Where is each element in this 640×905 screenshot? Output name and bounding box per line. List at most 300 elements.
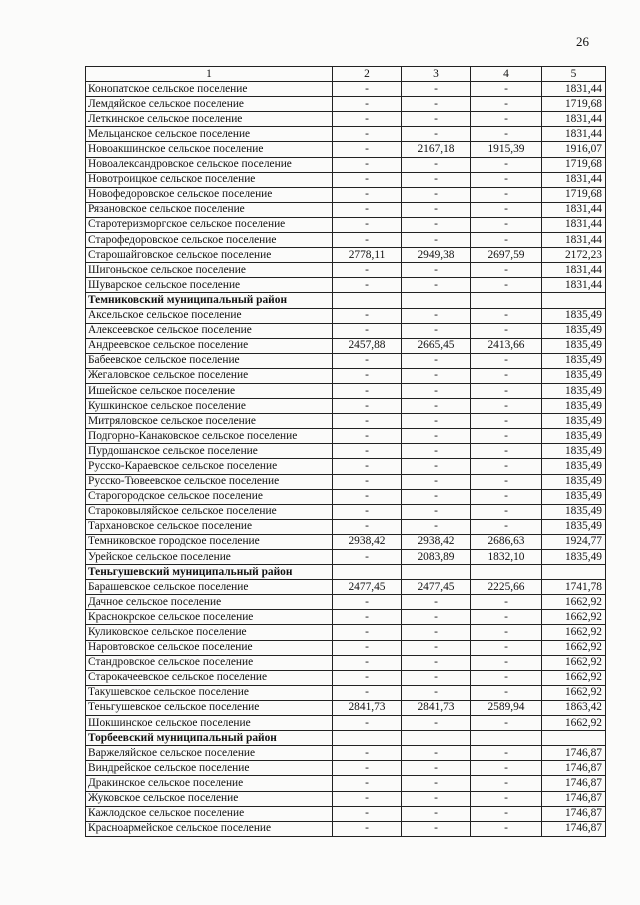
settlement-name-cell: Конопатское сельское поселение xyxy=(86,82,333,97)
col-3-cell: - xyxy=(402,112,471,127)
col-2-cell: 2457,88 xyxy=(333,338,402,353)
table-row xyxy=(86,821,606,836)
settlement-name-cell: Куликовское сельское поселение xyxy=(86,625,333,640)
col-4-cell: - xyxy=(471,444,542,459)
table-row xyxy=(86,504,606,519)
settlement-name-cell: Наровтовское сельское поселение xyxy=(86,640,333,655)
table-row xyxy=(86,338,606,353)
table-row xyxy=(86,308,606,323)
col-5-cell: 1835,49 xyxy=(542,308,606,323)
col-3-cell: - xyxy=(402,761,471,776)
col-2-cell: - xyxy=(333,489,402,504)
settlement-name-cell: Русско-Караевское сельское поселение xyxy=(86,459,333,474)
col-4-cell: - xyxy=(471,776,542,791)
district-row xyxy=(86,293,606,308)
col-4-cell: 2697,59 xyxy=(471,248,542,263)
table-row xyxy=(86,82,606,97)
table-row xyxy=(86,263,606,278)
col-5-cell xyxy=(542,565,606,580)
col-4-cell: - xyxy=(471,791,542,806)
col-2-cell xyxy=(333,565,402,580)
table-row xyxy=(86,534,606,549)
col-3-cell: - xyxy=(402,595,471,610)
col-2-cell: - xyxy=(333,429,402,444)
col-4-cell xyxy=(471,293,542,308)
table-row xyxy=(86,217,606,232)
col-3-cell: - xyxy=(402,368,471,383)
district-row xyxy=(86,731,606,746)
col-2-cell: - xyxy=(333,519,402,534)
col-5-cell: 1835,49 xyxy=(542,383,606,398)
col-3-cell: - xyxy=(402,157,471,172)
table-row xyxy=(86,97,606,112)
col-5-cell: 1746,87 xyxy=(542,761,606,776)
col-4-cell: - xyxy=(471,202,542,217)
col-5-cell: 1835,49 xyxy=(542,489,606,504)
col-4-cell: - xyxy=(471,685,542,700)
district-row xyxy=(86,565,606,580)
col-5-cell: 1835,49 xyxy=(542,459,606,474)
settlement-name-cell: Ишейское сельское поселение xyxy=(86,383,333,398)
col-2-cell: - xyxy=(333,459,402,474)
table-row xyxy=(86,670,606,685)
col-3-cell: 2938,42 xyxy=(402,534,471,549)
col-2-cell xyxy=(333,293,402,308)
col-2-cell: - xyxy=(333,263,402,278)
settlement-name-cell: Старошайговское сельское поселение xyxy=(86,248,333,263)
settlement-name-cell: Новоакшинское сельское поселение xyxy=(86,142,333,157)
col-3-cell: 2665,45 xyxy=(402,338,471,353)
col-2-cell: 2778,11 xyxy=(333,248,402,263)
col-4-cell: - xyxy=(471,187,542,202)
col-2-cell: - xyxy=(333,353,402,368)
col-5-cell: 1746,87 xyxy=(542,791,606,806)
settlement-name-cell: Шуварское сельское поселение xyxy=(86,278,333,293)
col-5-cell: 1831,44 xyxy=(542,127,606,142)
col-2-cell: - xyxy=(333,172,402,187)
settlement-name-cell: Леткинское сельское поселение xyxy=(86,112,333,127)
col-4-cell: - xyxy=(471,716,542,731)
table-row xyxy=(86,550,606,565)
col-4-cell: - xyxy=(471,474,542,489)
settlement-name-cell: Лемдяйское сельское поселение xyxy=(86,97,333,112)
col-2-cell: - xyxy=(333,97,402,112)
table-row xyxy=(86,187,606,202)
col-5-cell: 1835,49 xyxy=(542,353,606,368)
col-3-cell: - xyxy=(402,323,471,338)
col-5-cell: 1835,49 xyxy=(542,474,606,489)
col-2-cell: - xyxy=(333,655,402,670)
col-4-cell: - xyxy=(471,489,542,504)
settlement-name-cell: Пурдошанское сельское поселение xyxy=(86,444,333,459)
col-3-cell xyxy=(402,293,471,308)
col-5-cell: 2172,23 xyxy=(542,248,606,263)
col-3-cell: - xyxy=(402,746,471,761)
col-3-cell: - xyxy=(402,489,471,504)
settlement-name-cell: Красноармейское сельское поселение xyxy=(86,821,333,836)
table-row xyxy=(86,625,606,640)
settlement-name-cell: Новофедоровское сельское поселение xyxy=(86,187,333,202)
table-row xyxy=(86,716,606,731)
col-3-cell: - xyxy=(402,383,471,398)
settlement-name-cell: Стандровское сельское поселение xyxy=(86,655,333,670)
settlement-name-cell: Шокшинское сельское поселение xyxy=(86,716,333,731)
col-3-cell: - xyxy=(402,610,471,625)
settlement-name-cell: Андреевское сельское поселение xyxy=(86,338,333,353)
col-5-cell: 1831,44 xyxy=(542,217,606,232)
settlement-name-cell: Мельцанское сельское поселение xyxy=(86,127,333,142)
col-5-cell: 1835,49 xyxy=(542,323,606,338)
table-row xyxy=(86,700,606,715)
settlement-name-cell: Новоалександровское сельское поселение xyxy=(86,157,333,172)
col-4-cell: - xyxy=(471,263,542,278)
table-body xyxy=(86,82,606,837)
col-2-cell: - xyxy=(333,217,402,232)
table-row xyxy=(86,489,606,504)
col-3-cell: - xyxy=(402,278,471,293)
table-row xyxy=(86,157,606,172)
col-2-cell: - xyxy=(333,504,402,519)
header-col-4: 4 xyxy=(471,67,542,82)
table-row xyxy=(86,202,606,217)
col-5-cell: 1835,49 xyxy=(542,550,606,565)
col-5-cell: 1719,68 xyxy=(542,187,606,202)
col-2-cell: - xyxy=(333,474,402,489)
settlement-name-cell: Краснокрское сельское поселение xyxy=(86,610,333,625)
col-2-cell: - xyxy=(333,444,402,459)
col-4-cell: 2686,63 xyxy=(471,534,542,549)
col-2-cell: - xyxy=(333,383,402,398)
col-5-cell: 1835,49 xyxy=(542,368,606,383)
col-2-cell: - xyxy=(333,761,402,776)
col-2-cell: 2938,42 xyxy=(333,534,402,549)
col-5-cell: 1719,68 xyxy=(542,97,606,112)
col-4-cell: 1832,10 xyxy=(471,550,542,565)
col-3-cell: - xyxy=(402,399,471,414)
col-3-cell: - xyxy=(402,776,471,791)
col-5-cell: 1662,92 xyxy=(542,655,606,670)
col-5-cell: 1831,44 xyxy=(542,172,606,187)
col-5-cell: 1863,42 xyxy=(542,700,606,715)
table-row xyxy=(86,580,606,595)
table-row xyxy=(86,761,606,776)
col-2-cell: - xyxy=(333,82,402,97)
col-2-cell: - xyxy=(333,368,402,383)
header-col-3: 3 xyxy=(402,67,471,82)
col-5-cell: 1835,49 xyxy=(542,429,606,444)
page-number: 26 xyxy=(576,34,589,49)
settlement-name-cell: Митряловское сельское поселение xyxy=(86,414,333,429)
settlement-name-cell: Варжеляйское сельское поселение xyxy=(86,746,333,761)
settlement-name-cell: Староковыляйское сельское поселение xyxy=(86,504,333,519)
settlement-name-cell: Старофедоровское сельское поселение xyxy=(86,233,333,248)
col-4-cell: - xyxy=(471,610,542,625)
col-4-cell: - xyxy=(471,399,542,414)
col-3-cell: - xyxy=(402,82,471,97)
col-3-cell: - xyxy=(402,806,471,821)
col-2-cell: - xyxy=(333,550,402,565)
col-3-cell: 2167,18 xyxy=(402,142,471,157)
table-row xyxy=(86,172,606,187)
col-2-cell: - xyxy=(333,323,402,338)
header-row xyxy=(86,67,606,82)
col-5-cell xyxy=(542,293,606,308)
table-row xyxy=(86,368,606,383)
table-row xyxy=(86,248,606,263)
col-2-cell: 2477,45 xyxy=(333,580,402,595)
col-3-cell: - xyxy=(402,640,471,655)
col-3-cell: 2949,38 xyxy=(402,248,471,263)
col-4-cell: - xyxy=(471,504,542,519)
col-5-cell: 1831,44 xyxy=(542,202,606,217)
settlement-name-cell: Старотеризморгское сельское поселение xyxy=(86,217,333,232)
table-row xyxy=(86,746,606,761)
settlement-name-cell: Аксельское сельское поселение xyxy=(86,308,333,323)
table-row xyxy=(86,127,606,142)
col-4-cell: 2413,66 xyxy=(471,338,542,353)
table-row xyxy=(86,474,606,489)
col-4-cell: - xyxy=(471,821,542,836)
table-row xyxy=(86,806,606,821)
table-row xyxy=(86,640,606,655)
col-2-cell: - xyxy=(333,625,402,640)
col-3-cell: 2477,45 xyxy=(402,580,471,595)
col-4-cell: - xyxy=(471,519,542,534)
col-5-cell: 1662,92 xyxy=(542,595,606,610)
col-3-cell xyxy=(402,731,471,746)
settlement-name-cell: Барашевское сельское поселение xyxy=(86,580,333,595)
table-row xyxy=(86,353,606,368)
col-5-cell xyxy=(542,731,606,746)
col-3-cell: - xyxy=(402,353,471,368)
settlement-name-cell: Старокачеевское сельское поселение xyxy=(86,670,333,685)
col-4-cell: - xyxy=(471,308,542,323)
col-2-cell: - xyxy=(333,142,402,157)
col-5-cell: 1831,44 xyxy=(542,82,606,97)
col-5-cell: 1831,44 xyxy=(542,263,606,278)
table-row xyxy=(86,610,606,625)
col-4-cell: - xyxy=(471,157,542,172)
col-3-cell: - xyxy=(402,97,471,112)
table-row xyxy=(86,142,606,157)
col-2-cell: - xyxy=(333,278,402,293)
col-3-cell: - xyxy=(402,459,471,474)
col-5-cell: 1746,87 xyxy=(542,821,606,836)
col-5-cell: 1746,87 xyxy=(542,806,606,821)
col-3-cell: - xyxy=(402,444,471,459)
col-5-cell: 1835,49 xyxy=(542,414,606,429)
col-5-cell: 1662,92 xyxy=(542,685,606,700)
col-4-cell: - xyxy=(471,127,542,142)
col-4-cell: - xyxy=(471,429,542,444)
col-2-cell: - xyxy=(333,610,402,625)
col-4-cell: - xyxy=(471,383,542,398)
col-5-cell: 1835,49 xyxy=(542,504,606,519)
col-3-cell: - xyxy=(402,625,471,640)
table-row xyxy=(86,233,606,248)
col-4-cell: - xyxy=(471,625,542,640)
settlement-name-cell: Кушкинское сельское поселение xyxy=(86,399,333,414)
col-3-cell: - xyxy=(402,504,471,519)
table-row xyxy=(86,791,606,806)
col-4-cell: 1915,39 xyxy=(471,142,542,157)
col-5-cell: 1835,49 xyxy=(542,399,606,414)
col-2-cell: - xyxy=(333,670,402,685)
col-3-cell: - xyxy=(402,821,471,836)
col-2-cell: - xyxy=(333,187,402,202)
col-2-cell: - xyxy=(333,776,402,791)
col-2-cell: - xyxy=(333,685,402,700)
col-2-cell: - xyxy=(333,746,402,761)
col-4-cell: - xyxy=(471,172,542,187)
settlement-name-cell: Жуковское сельское поселение xyxy=(86,791,333,806)
col-3-cell xyxy=(402,565,471,580)
col-3-cell: - xyxy=(402,670,471,685)
col-2-cell: 2841,73 xyxy=(333,700,402,715)
col-4-cell: - xyxy=(471,746,542,761)
header-col-2: 2 xyxy=(333,67,402,82)
col-4-cell: 2225,66 xyxy=(471,580,542,595)
table-row xyxy=(86,112,606,127)
col-5-cell: 1831,44 xyxy=(542,278,606,293)
table-row xyxy=(86,776,606,791)
settlement-name-cell: Дракинское сельское поселение xyxy=(86,776,333,791)
table-row xyxy=(86,429,606,444)
col-3-cell: - xyxy=(402,791,471,806)
settlement-name-cell: Кажлодское сельское поселение xyxy=(86,806,333,821)
settlement-name-cell: Старогородское сельское поселение xyxy=(86,489,333,504)
settlement-name-cell: Виндрейское сельское поселение xyxy=(86,761,333,776)
col-5-cell: 1831,44 xyxy=(542,233,606,248)
table-row xyxy=(86,655,606,670)
col-5-cell: 1741,78 xyxy=(542,580,606,595)
col-2-cell: - xyxy=(333,127,402,142)
settlement-name-cell: Темниковское городское поселение xyxy=(86,534,333,549)
settlement-name-cell: Дачное сельское поселение xyxy=(86,595,333,610)
col-4-cell: - xyxy=(471,217,542,232)
col-4-cell: - xyxy=(471,640,542,655)
settlement-name-cell: Новотроицкое сельское поселение xyxy=(86,172,333,187)
col-2-cell: - xyxy=(333,233,402,248)
col-4-cell: - xyxy=(471,353,542,368)
col-5-cell: 1662,92 xyxy=(542,640,606,655)
col-5-cell: 1662,92 xyxy=(542,610,606,625)
col-3-cell: - xyxy=(402,172,471,187)
table-row xyxy=(86,278,606,293)
col-3-cell: - xyxy=(402,127,471,142)
settlement-name-cell: Бабеевское сельское поселение xyxy=(86,353,333,368)
col-5-cell: 1662,92 xyxy=(542,625,606,640)
col-3-cell: - xyxy=(402,233,471,248)
col-4-cell: - xyxy=(471,233,542,248)
header-col-5: 5 xyxy=(542,67,606,82)
settlement-name-cell: Алексеевское сельское поселение xyxy=(86,323,333,338)
col-3-cell: - xyxy=(402,655,471,670)
tariff-table xyxy=(85,66,606,837)
col-5-cell: 1719,68 xyxy=(542,157,606,172)
table-row xyxy=(86,323,606,338)
col-2-cell: - xyxy=(333,399,402,414)
col-3-cell: - xyxy=(402,474,471,489)
col-2-cell: - xyxy=(333,791,402,806)
settlement-name-cell: Подгорно-Канаковское сельское поселение xyxy=(86,429,333,444)
settlement-name-cell: Рязановское сельское поселение xyxy=(86,202,333,217)
district-name-cell: Темниковский муниципальный район xyxy=(86,293,333,308)
col-4-cell: - xyxy=(471,97,542,112)
col-5-cell: 1835,49 xyxy=(542,444,606,459)
col-4-cell: - xyxy=(471,82,542,97)
col-4-cell: - xyxy=(471,670,542,685)
table-row xyxy=(86,459,606,474)
col-3-cell: - xyxy=(402,429,471,444)
col-4-cell: - xyxy=(471,323,542,338)
col-2-cell: - xyxy=(333,308,402,323)
col-5-cell: 1924,77 xyxy=(542,534,606,549)
settlement-name-cell: Теньгушевское сельское поселение xyxy=(86,700,333,715)
table-row xyxy=(86,414,606,429)
col-3-cell: - xyxy=(402,308,471,323)
col-3-cell: - xyxy=(402,202,471,217)
table-row xyxy=(86,444,606,459)
col-4-cell: - xyxy=(471,278,542,293)
col-5-cell: 1835,49 xyxy=(542,338,606,353)
col-4-cell: 2589,94 xyxy=(471,700,542,715)
table-header xyxy=(86,67,606,82)
col-2-cell: - xyxy=(333,112,402,127)
settlement-name-cell: Урейское сельское поселение xyxy=(86,550,333,565)
col-5-cell: 1916,07 xyxy=(542,142,606,157)
col-5-cell: 1746,87 xyxy=(542,776,606,791)
table-row xyxy=(86,595,606,610)
settlement-name-cell: Тархановское сельское поселение xyxy=(86,519,333,534)
col-4-cell: - xyxy=(471,806,542,821)
col-5-cell: 1662,92 xyxy=(542,670,606,685)
col-2-cell: - xyxy=(333,157,402,172)
col-4-cell: - xyxy=(471,761,542,776)
table-row xyxy=(86,685,606,700)
col-4-cell xyxy=(471,731,542,746)
col-3-cell: 2841,73 xyxy=(402,700,471,715)
col-3-cell: - xyxy=(402,187,471,202)
col-2-cell: - xyxy=(333,716,402,731)
col-3-cell: - xyxy=(402,263,471,278)
col-2-cell: - xyxy=(333,806,402,821)
col-4-cell: - xyxy=(471,655,542,670)
col-4-cell: - xyxy=(471,112,542,127)
col-3-cell: - xyxy=(402,519,471,534)
col-5-cell: 1746,87 xyxy=(542,746,606,761)
col-4-cell: - xyxy=(471,368,542,383)
col-4-cell: - xyxy=(471,595,542,610)
col-2-cell: - xyxy=(333,821,402,836)
settlement-name-cell: Жегаловское сельское поселение xyxy=(86,368,333,383)
col-3-cell: 2083,89 xyxy=(402,550,471,565)
col-5-cell: 1835,49 xyxy=(542,519,606,534)
settlement-name-cell: Такушевское сельское поселение xyxy=(86,685,333,700)
col-2-cell: - xyxy=(333,414,402,429)
col-2-cell: - xyxy=(333,640,402,655)
col-3-cell: - xyxy=(402,414,471,429)
col-2-cell xyxy=(333,731,402,746)
district-name-cell: Теньгушевский муниципальный район xyxy=(86,565,333,580)
col-4-cell: - xyxy=(471,414,542,429)
district-name-cell: Торбеевский муниципальный район xyxy=(86,731,333,746)
table-row xyxy=(86,383,606,398)
settlement-name-cell: Шигоньское сельское поселение xyxy=(86,263,333,278)
col-3-cell: - xyxy=(402,716,471,731)
col-5-cell: 1662,92 xyxy=(542,716,606,731)
col-4-cell xyxy=(471,565,542,580)
